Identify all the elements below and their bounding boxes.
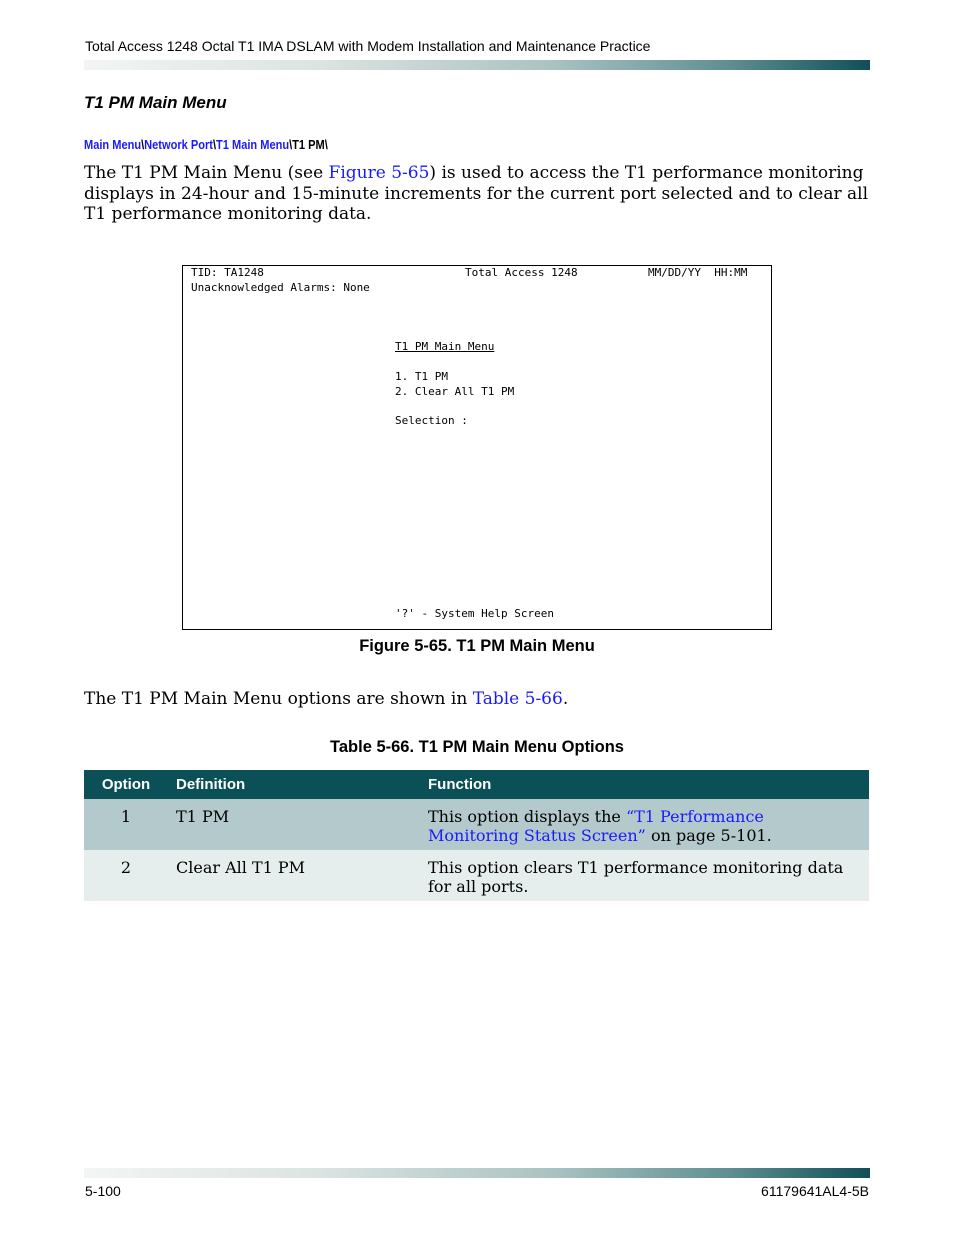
table-row — [84, 850, 869, 901]
header-option: Option — [84, 770, 168, 799]
footer-rule — [84, 1168, 870, 1178]
cell-definition: Clear All T1 PM — [168, 850, 428, 901]
cell-option: 2 — [84, 850, 168, 901]
cell-function — [428, 850, 869, 901]
function-text-end: on page 5-101. — [645, 826, 772, 845]
cell-definition: T1 PM — [168, 799, 428, 850]
breadcrumb-sep: \ — [212, 137, 217, 152]
page-number: 5-100 — [85, 1183, 121, 1199]
section-title: T1 PM Main Menu — [84, 93, 227, 112]
terminal-screen — [182, 265, 772, 630]
options-table — [84, 770, 869, 901]
terminal-menu-item[interactable]: 1. T1 PM — [395, 370, 448, 383]
options-text: The T1 PM Main Menu options are shown in — [84, 689, 473, 709]
header-rule — [84, 60, 870, 70]
table-header-row — [84, 770, 869, 799]
breadcrumb-sep: \ — [141, 137, 145, 152]
breadcrumb-main-menu[interactable]: Main Menu — [84, 137, 142, 152]
terminal-product: Total Access 1248 — [465, 266, 578, 279]
figure-caption: Figure 5-65. T1 PM Main Menu — [359, 637, 595, 655]
document-number: 61179641AL4-5B — [761, 1183, 869, 1199]
function-text: This option displays the — [428, 807, 626, 826]
cell-function — [428, 799, 869, 850]
breadcrumb — [84, 137, 328, 152]
intro-paragraph — [84, 163, 870, 225]
header-definition: Definition — [168, 770, 428, 799]
terminal-menu-title: T1 PM Main Menu — [395, 340, 495, 353]
terminal-menu-item[interactable]: 2. Clear All T1 PM — [395, 385, 515, 398]
running-header: Total Access 1248 Octal T1 IMA DSLAM with Modem Installation and Maintenance Practice — [85, 38, 651, 54]
table-caption: Table 5-66. T1 PM Main Menu Options — [330, 738, 624, 756]
breadcrumb-network-port[interactable]: Network Port — [144, 137, 213, 152]
terminal-tid: TID: TA1248 — [191, 266, 264, 279]
header-function: Function — [428, 770, 869, 799]
terminal-selection-prompt[interactable]: Selection : — [395, 414, 468, 427]
intro-text: The T1 PM Main Menu (see — [84, 163, 329, 183]
status-screen-link[interactable]: “T1 Performance Monitoring Status Screen” — [428, 807, 764, 845]
terminal-datetime: MM/DD/YY HH:MM — [648, 266, 748, 279]
breadcrumb-t1-main-menu[interactable]: T1 Main Menu — [216, 137, 290, 152]
intro-text-rest: ) is used to access the T1 performance monitoring displays in 24-hour and 15-minute increments for the current port selected and to clear all T1 performance monitoring data. — [84, 163, 869, 224]
options-text-end: . — [562, 689, 569, 709]
figure-link[interactable]: Figure 5-65 — [328, 163, 430, 183]
breadcrumb-current: \T1 PM\ — [289, 137, 328, 152]
function-text: This option clears T1 performance monitoring data for all ports. — [428, 858, 844, 896]
table-link[interactable]: Table 5-66 — [472, 689, 563, 709]
cell-option: 1 — [84, 799, 168, 850]
options-paragraph — [84, 689, 870, 710]
terminal-help: '?' - System Help Screen — [395, 607, 554, 620]
table-row — [84, 799, 869, 850]
terminal-alarms: Unacknowledged Alarms: None — [191, 281, 370, 294]
